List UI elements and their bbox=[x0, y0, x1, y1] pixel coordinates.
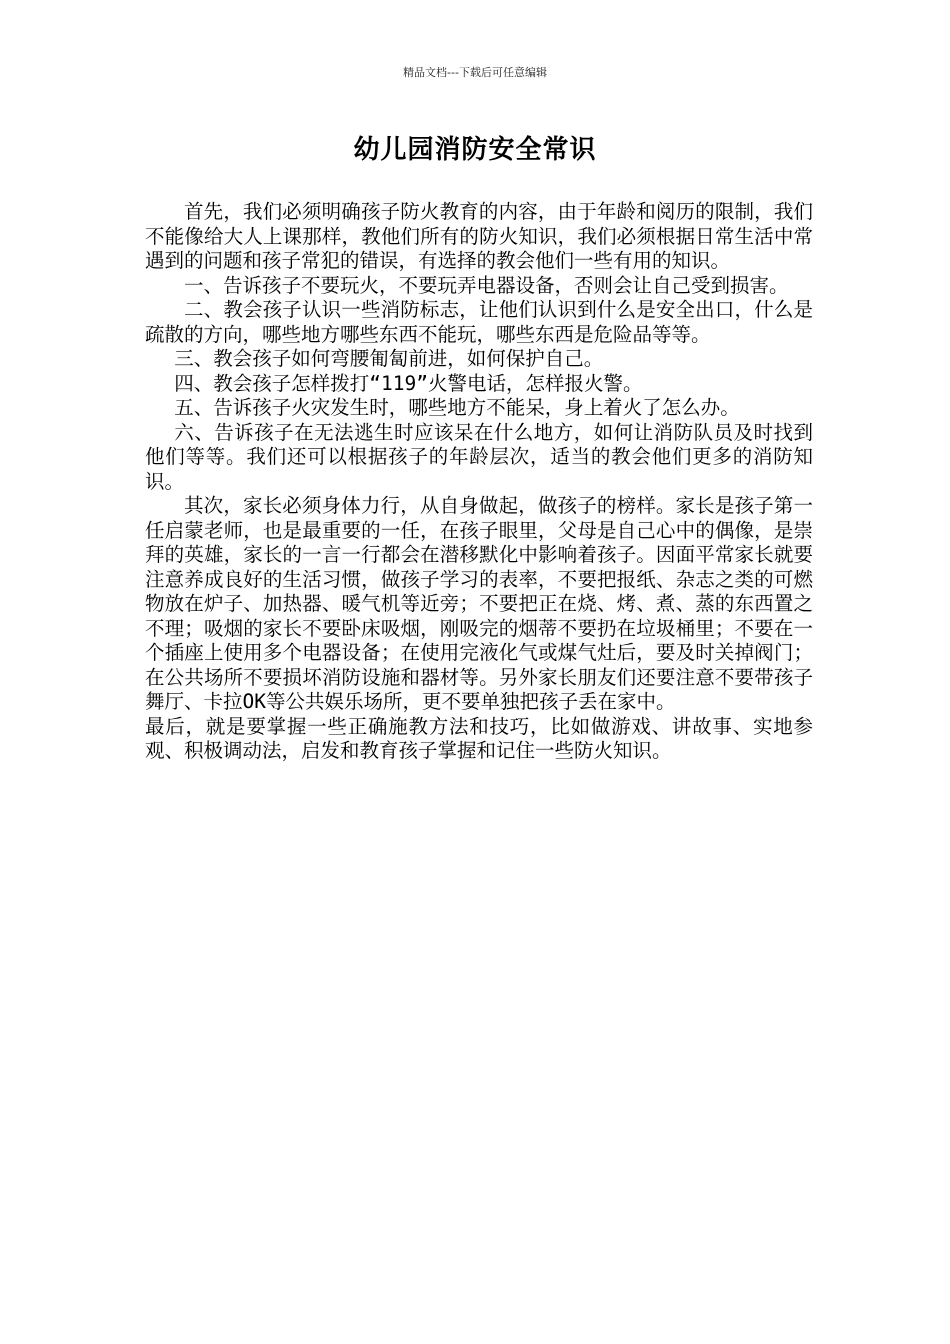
page-header-watermark: 精品文档---下载后可任意编辑 bbox=[403, 66, 547, 79]
paragraph-last: 最后，就是要掌握一些正确施教方法和技巧，比如做游戏、讲故事、实地参观、积极调动法，启发和教育孩子掌握和记住一些防火知识。 bbox=[145, 714, 813, 762]
paragraph-point-3: 三、教会孩子如何弯腰匍匐前进，如何保护自己。 bbox=[174, 347, 604, 370]
paragraph-second: 其次，家长必须身体力行，从自身做起，做孩子的榜样。家长是孩子第一任启蒙老师，也是最重要的一任，在孩子眼里，父母是自己心中的偶像，是崇拜的英雄，家长的一言一行都会在潜移默化中影响着孩子。因面平常家长就要注意养成良好的生活习惯，做孩子学习的表率，不要把报纸、杂志之类的可燃物放在炉子、加热器、暖气机等近旁；不要把正在烧、烤、煮、蒸的东西置之不理；吸烟的家长不要卧床吸烟，刚吸完的烟蒂不要扔在垃圾桶里；不要在一个插座上使用多个电器设备；在使用完液化气或煤气灶后，要及时关掉阀门；在公共场所不要损坏消防设施和器材等。另外家长朋友们还要注意不要带孩子舞厅、卡拉OK等公共娱乐场所，更不要单独把孩子丢在家中。 bbox=[145, 494, 813, 713]
paragraph-point-1: 一、告诉孩子不要玩火，不要玩弄电器设备，否则会让自己受到损害。 bbox=[184, 273, 789, 297]
document-body bbox=[145, 200, 813, 764]
paragraph-intro: 首先，我们必须明确孩子防火教育的内容，由于年龄和阅历的限制，我们不能像给大人上课那样，教他们所有的防火知识，我们必须根据日常生活中常遇到的问题和孩子常犯的错误，有选择的教会他们一些有用的知识。 bbox=[145, 200, 813, 272]
paragraph-point-6: 六、告诉孩子在无法逃生时应该呆在什么地方，如何让消防队员及时找到他们等等。我们还可以根据孩子的年龄层次，适当的教会他们更多的消防知识。 bbox=[145, 420, 813, 493]
document-title: 幼儿园消防安全常识 bbox=[353, 135, 597, 165]
paragraph-point-2: 二、教会孩子认识一些消防标志，让他们认识到什么是安全出口，什么是疏散的方向，哪些地方哪些东西不能玩，哪些东西是危险品等等。 bbox=[145, 298, 813, 346]
paragraph-point-5: 五、告诉孩子火灾发生时，哪些地方不能呆，身上着火了怎么办。 bbox=[174, 396, 740, 419]
paragraph-point-4: 四、教会孩子怎样拨打“119”火警电话，怎样报火警。 bbox=[174, 371, 643, 395]
